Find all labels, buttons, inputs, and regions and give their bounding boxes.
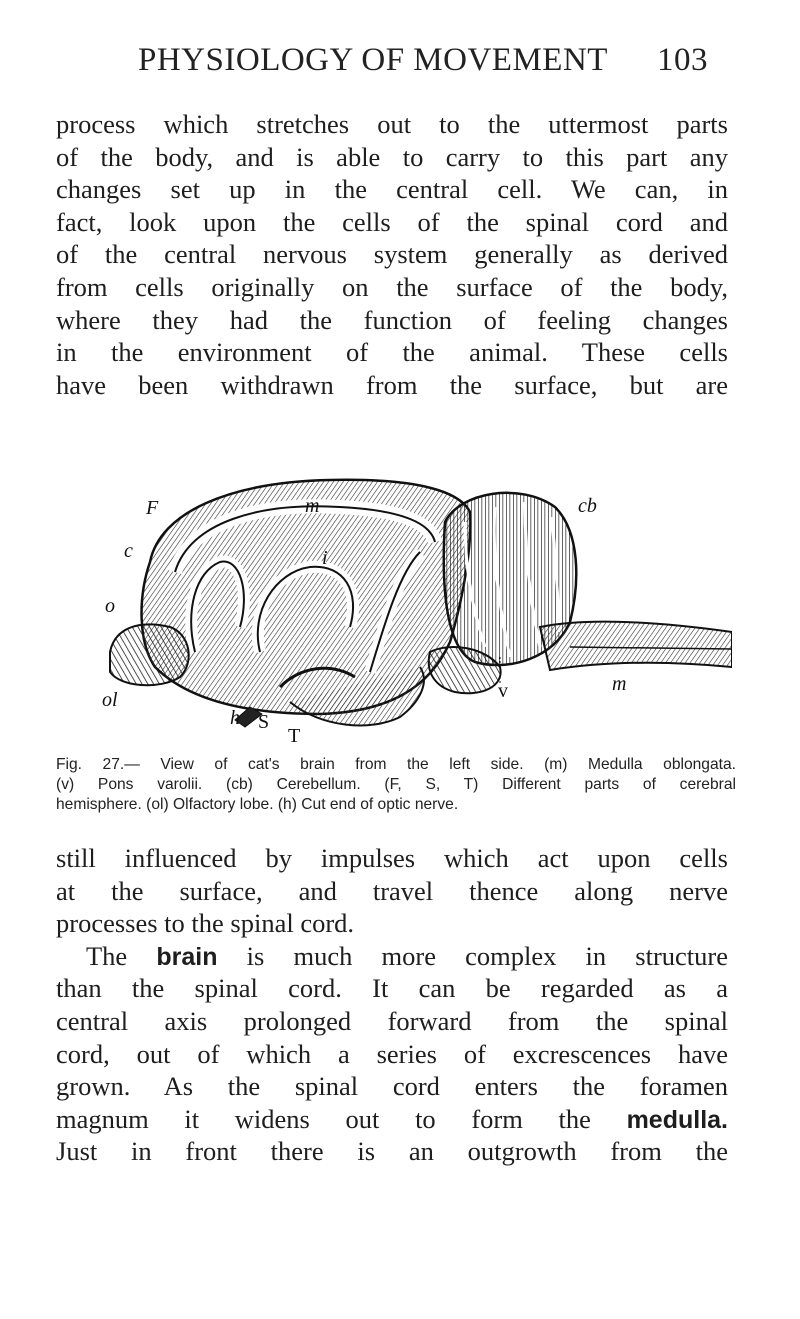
term-medulla: medulla.: [626, 1105, 728, 1134]
text-line: have been withdrawn from the surface, but are: [56, 369, 728, 400]
label-S: S: [258, 711, 270, 733]
text-fragment: is much more complex in structure: [217, 940, 728, 971]
text-line: cord, out of which a series of excrescences have: [56, 1038, 728, 1069]
text-line-medulla: [56, 1103, 728, 1136]
label-v: v: [498, 680, 508, 702]
medulla: [540, 622, 732, 670]
term-brain: brain: [156, 942, 218, 971]
text-line: still influenced by impulses which act upon cells: [56, 843, 728, 873]
paragraph-bottom: [56, 842, 728, 1168]
running-head-title: PHYSIOLOGY OF MOVEMENT: [138, 42, 608, 78]
text-line: central axis prolonged forward from the spinal: [56, 1005, 728, 1036]
text-line: of the central nervous system generally as derived: [56, 239, 728, 270]
text-line: grown. As the spinal cord enters the foramen: [56, 1071, 728, 1102]
text-line: than the spinal cord. It can be regarded as a: [56, 973, 728, 1004]
text-line: process which stretches out to the uttermost parts: [56, 109, 728, 139]
olfactory-lobe: [110, 624, 189, 685]
text-line-brain: [56, 940, 728, 973]
caption-line: Fig. 27.— View of cat's brain from the left side. (m) Medulla oblongata.: [56, 756, 736, 773]
label-m-top: m: [305, 495, 320, 517]
label-ol: ol: [102, 689, 118, 711]
paragraph-top: [56, 108, 728, 401]
text-fragment: magnum it widens out to form the: [56, 1103, 627, 1134]
label-o: o: [105, 595, 115, 617]
label-m-right: m: [612, 673, 627, 695]
text-line: at the surface, and travel thence along nerve: [56, 875, 728, 906]
label-T: T: [288, 725, 301, 747]
label-i: i: [322, 547, 328, 569]
text-line: where they had the function of feeling changes: [56, 304, 728, 335]
label-cb: cb: [578, 495, 597, 517]
text-line: in the environment of the animal. These cells: [56, 337, 728, 368]
text-line: processes to the spinal cord.: [56, 908, 355, 939]
text-line: of the body, and is able to carry to this part any: [56, 141, 728, 172]
figure-caption: [56, 755, 736, 815]
text-fragment: The: [86, 940, 157, 971]
page-number: 103: [657, 42, 708, 78]
cat-brain-drawing: [100, 452, 732, 747]
text-line: fact, look upon the cells of the spinal cord and: [56, 206, 728, 237]
brain-illustration: [100, 452, 732, 747]
label-h: h: [230, 707, 240, 729]
caption-line: hemisphere. (ol) Olfactory lobe. (h) Cut end of optic nerve.: [56, 796, 459, 813]
text-line: Just in front there is an outgrowth from the: [56, 1136, 728, 1167]
caption-line: (v) Pons varolii. (cb) Cerebellum. (F, S, T) Different parts of cerebral: [56, 776, 736, 793]
label-c: c: [124, 540, 133, 562]
text-line: from cells originally on the surface of the body,: [56, 271, 728, 302]
text-line: changes set up in the central cell. We can, in: [56, 174, 728, 205]
label-F: F: [146, 497, 159, 519]
